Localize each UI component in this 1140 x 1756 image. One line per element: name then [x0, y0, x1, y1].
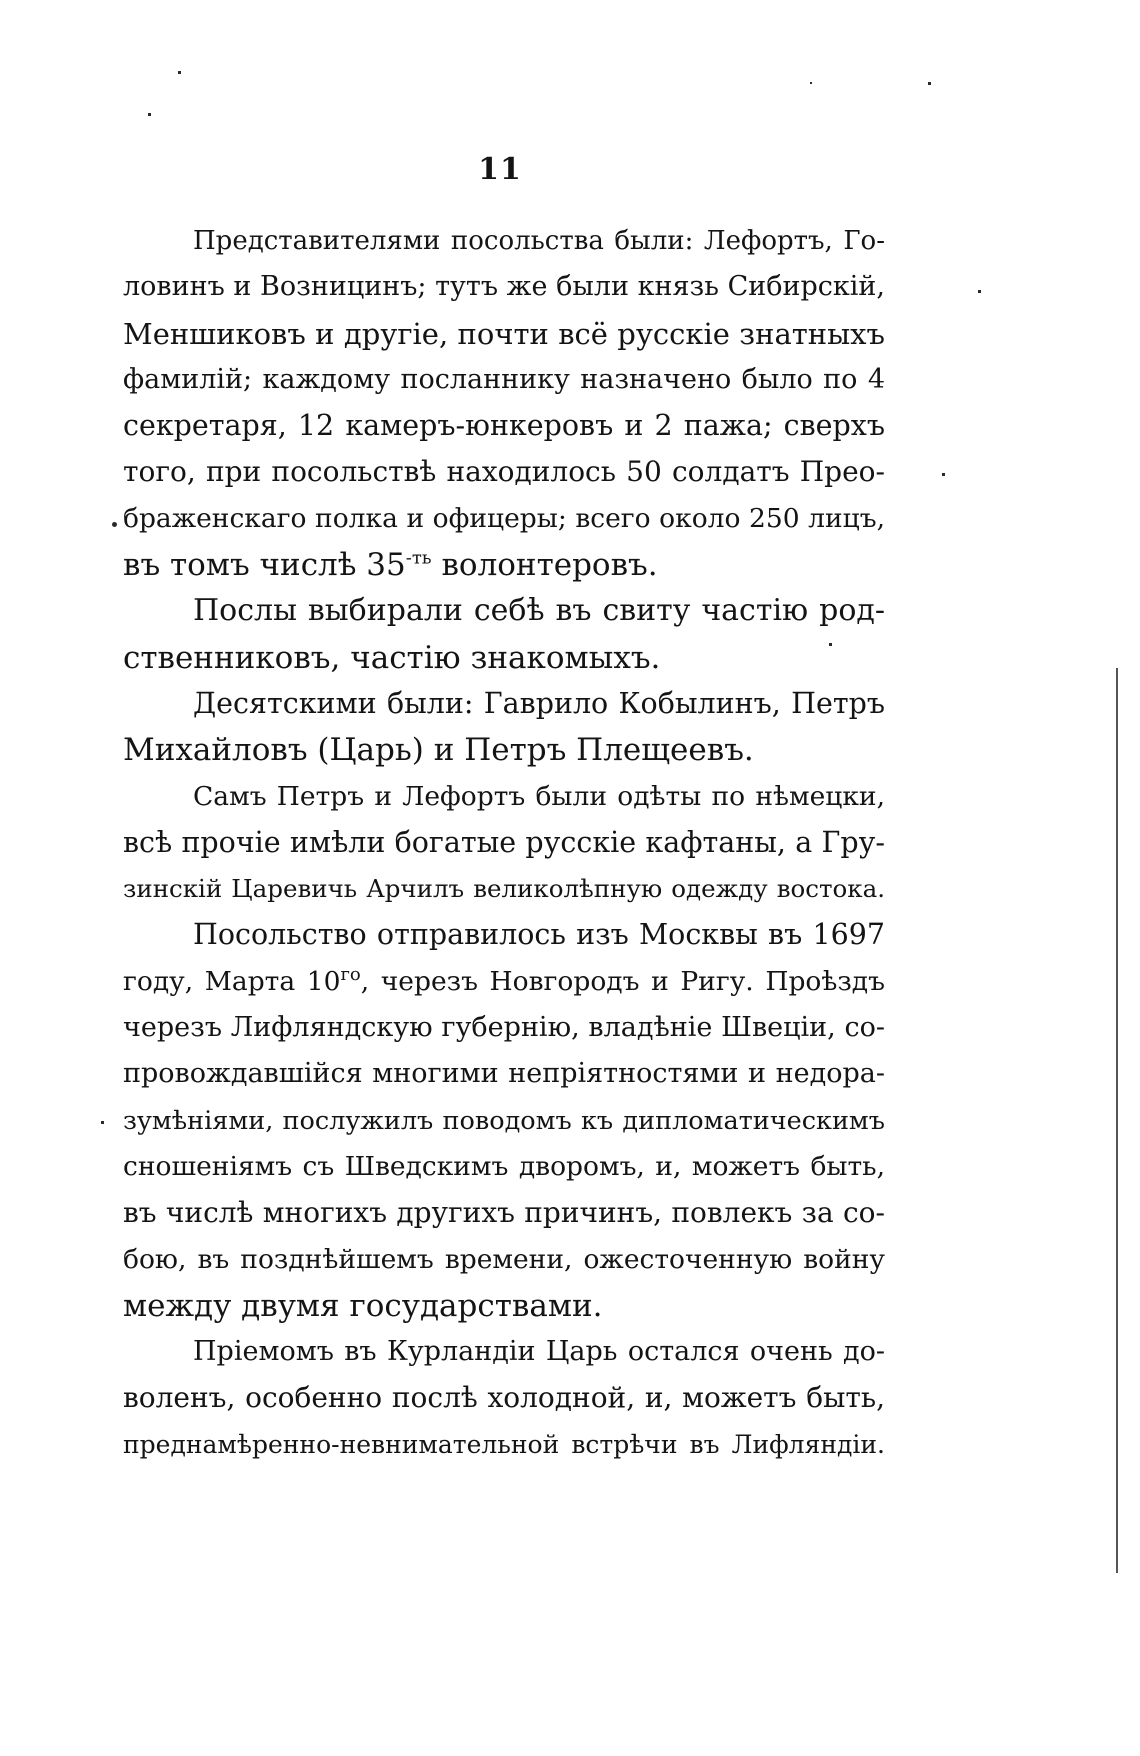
- text-line: [123, 264, 885, 310]
- text-line: [123, 542, 885, 588]
- text-line: [123, 1190, 885, 1236]
- text-line: [123, 681, 885, 727]
- text-line-content: Посольство отправилось изъ Москвы въ 1697: [193, 918, 885, 952]
- text-line: [123, 774, 885, 820]
- text-line-content: въ томъ числѣ 35: [123, 547, 406, 584]
- text-line-content: ственниковъ, частію знакомыхъ.: [123, 639, 661, 676]
- text-line: [123, 1144, 885, 1190]
- scan-edge-line: [1116, 668, 1118, 1573]
- text-line: [123, 727, 885, 773]
- text-line-content: преднамѣренно-невнимательной встрѣчи въ Лифляндіи.: [123, 1429, 885, 1459]
- text-line-tail: волонтеровъ.: [431, 547, 658, 584]
- superscript: го: [340, 963, 361, 985]
- text-line: [123, 820, 885, 866]
- text-line: [123, 1237, 885, 1283]
- text-line: [123, 912, 885, 958]
- text-line-content: черезъ Лифляндскую губернію, владѣніе Швеціи, со-: [123, 1012, 885, 1044]
- text-line-content: году, Марта 10: [123, 965, 341, 997]
- text-line-content: Михайловъ (Царь) и Петръ Плещеевъ.: [123, 732, 754, 769]
- text-line-content: Меншиковъ и другіе, почти всё русскіе знатныхъ: [123, 316, 885, 351]
- body-text: [123, 218, 885, 1468]
- scan-speck: [112, 522, 117, 527]
- scan-speck: [829, 643, 832, 646]
- text-line-content: сношеніямъ съ Шведскимъ дворомъ, и, можетъ быть,: [123, 1150, 885, 1182]
- text-line: [123, 1098, 885, 1144]
- text-line-content: между двумя государствами.: [123, 1287, 603, 1324]
- scan-speck: [978, 290, 981, 293]
- text-line: [123, 1329, 885, 1375]
- superscript: -ть: [405, 547, 432, 569]
- text-line-content: зумѣніями, послужилъ поводомъ къ дипломатическимъ: [123, 1105, 885, 1136]
- text-line-content: Пріемомъ въ Курландіи Царь остался очень до-: [193, 1336, 885, 1368]
- text-line-content: ловинъ и Возницинъ; тутъ же были князь Сибирскій,: [123, 271, 885, 303]
- text-line-content: зинскій Царевичь Арчилъ великолѣпную одежду востока.: [123, 874, 885, 904]
- page-number: 11: [478, 152, 522, 187]
- text-line: [123, 403, 885, 449]
- text-line: [123, 449, 885, 495]
- text-line-content: фамилій; каждому посланнику назначено было по 4: [123, 363, 885, 395]
- text-line-content: секретаря, 12 камеръ-юнкеровъ и 2 пажа; сверхъ: [123, 409, 885, 443]
- text-line-content: Представителями посольства были: Лефортъ, Го-: [193, 226, 885, 256]
- text-line-content: Самъ Петръ и Лефортъ были одѣты по нѣмецки,: [193, 780, 885, 812]
- text-line: [123, 1005, 885, 1051]
- text-line-content: всѣ прочіе имѣли богатые русскіе кафтаны, а Гру-: [123, 825, 885, 859]
- text-line-tail: , черезъ Новгородъ и Ригу. Проѣздъ: [360, 965, 885, 997]
- text-line: [123, 1283, 885, 1329]
- text-line-content: въ числѣ многихъ другихъ причинъ, повлекъ за со-: [123, 1196, 885, 1230]
- text-line: [123, 588, 885, 634]
- scan-speck: [101, 1121, 104, 1124]
- text-line: [123, 1051, 885, 1097]
- scan-speck: [148, 113, 151, 116]
- text-line-content: провождавшійся многими непріятностями и недора-: [123, 1058, 885, 1090]
- text-line: [123, 866, 885, 912]
- text-line: [123, 1422, 885, 1468]
- scan-speck: [810, 82, 812, 84]
- text-line-content: бою, въ позднѣйшемъ времени, ожесточенную войну: [123, 1243, 885, 1275]
- text-line: [123, 959, 885, 1005]
- text-line: [123, 496, 885, 542]
- text-line-content: воленъ, особенно послѣ холодной, и, можетъ быть,: [123, 1381, 885, 1415]
- text-line: [123, 218, 885, 264]
- text-line: [123, 357, 885, 403]
- text-line-content: того, при посольствѣ находилось 50 солдатъ Прео-: [123, 455, 885, 489]
- scan-speck: [942, 473, 945, 476]
- text-line-content: Послы выбирали себѣ въ свиту частію род-: [193, 593, 885, 629]
- text-line: [123, 311, 885, 357]
- text-line-content: браженскаго полка и офицеры; всего около 250 лицъ,: [123, 502, 885, 534]
- text-line: [123, 1375, 885, 1421]
- scan-speck: [178, 71, 181, 74]
- text-line: [123, 635, 885, 681]
- scan-speck: [928, 82, 931, 85]
- text-line-content: Десятскими были: Гаврило Кобылинъ, Петръ: [193, 686, 885, 720]
